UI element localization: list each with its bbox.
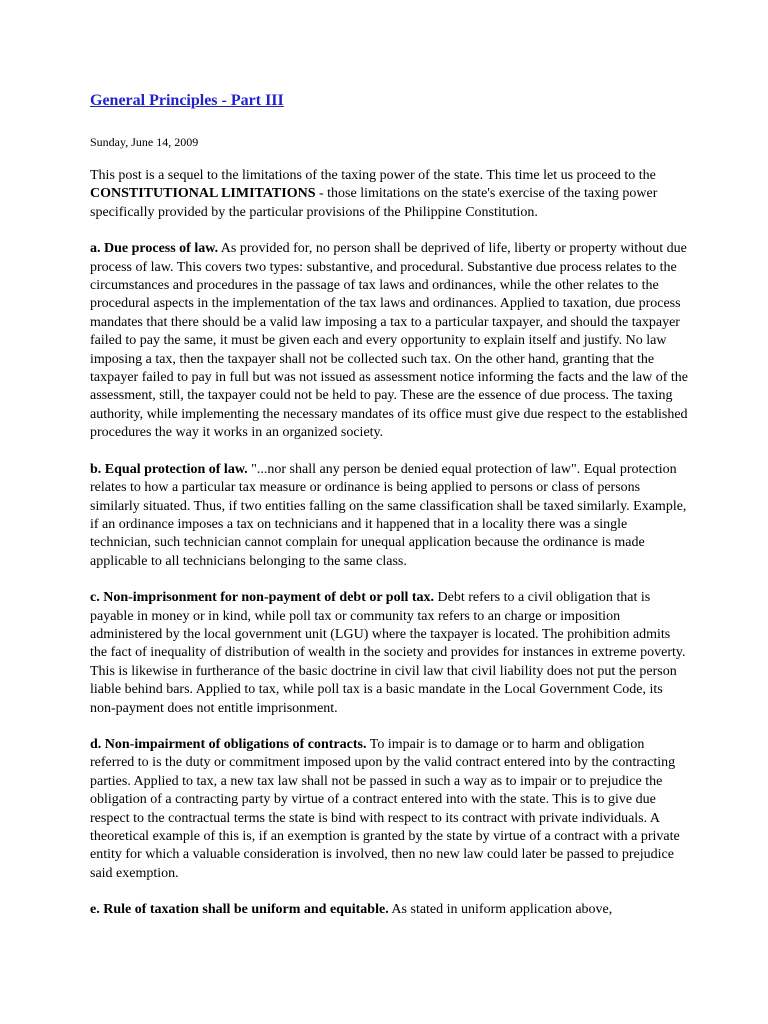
section-uniform-taxation [90,901,690,919]
section-body: As provided for, no person shall be deprived of life, liberty or property without due process of law. This covers two types: substantive, and procedural. Substantive due process relates to the circumstances and procedures in the passage of tax laws and ordinances, while the other relates to the procedural aspects in the implementation of the tax laws and ordinances. Applied to taxation, due process mandates that there should be a valid law imposing a tax to a particular taxpayer, and should the taxpayer failed to pay the same, it must be given each and every opportunity to explain itself and justify. No law imposing a tax, then the taxpayer shall not be collected such tax. On the other hand, granting that the taxpayer failed to pay in full but was not issued as assessment notice informing the facts and the law of the assessment, still, the taxpayer could not be held to pay. These are the essence of due process. The taxing authority, while implementing the necessary mandates of its office must give due respect to the established procedures the way it works in an organized society. [90,241,688,441]
intro-paragraph [90,167,690,222]
section-heading: d. Non-impairment of obligations of contracts. [90,736,367,752]
blog-post [90,90,690,934]
section-heading: e. Rule of taxation shall be uniform and equitable. [90,902,389,918]
section-body: As stated in uniform application above, [388,902,613,918]
intro-text-after: - those limitations on the state's exercise of the taxing power specifically provided by the particular provisions of the Philippine Constitution. [90,186,658,220]
section-body: To impair is to damage or to harm and obligation referred to is the duty or commitment imposed upon by the valid contract entered into by the contracting parties. Applied to tax, a new tax law shall not be passed in such a way as to impair or to prejudice the obligation of a contracting party by virtue of a contract entered into with the state. This is to give due respect to the contractual terms the state is bind with respect to its contract with private individuals. A theoretical example of this is, if an exemption is granted by the state by virtue of a contract with a private entity for which a valuable consideration is involved, then no new law could later be passed to prejudice said exemption. [90,736,680,881]
section-body: Debt refers to a civil obligation that is payable in money or in kind, while poll tax or community tax refers to an charge or imposition administered by the local government unit (LGU) where the taxpayer is located. The prohibition admits the fact of inequality of distribution of wealth in the society and provides for instances in extreme poverty. This is likewise in furtherance of the basic doctrine in civil law that civil liability does not put the person liable behind bars. Applied to tax, while poll tax is a basic mandate in the Local Government Code, its non-payment does not entitle imprisonment. [90,590,686,716]
section-equal-protection [90,461,690,571]
section-non-imprisonment [90,589,690,718]
section-non-impairment [90,736,690,883]
intro-text-before: This post is a sequel to the limitations of the taxing power of the state. This time let us proceed to the [90,168,656,183]
section-due-process [90,240,690,442]
post-date: Sunday, June 14, 2009 [90,135,199,149]
section-body: "...nor shall any person be denied equal protection of law". Equal protection relates to how a particular tax measure or ordinance is being applied to persons or class of persons similarly situated. Thus, if two entities falling on the same classification shall be taxed similarly. Example, if an ordinance imposes a tax on technicians and it happened that in a locality there was a single technician, such technician cannot complain for unequal application because the ordinance is made applicable to all technicians belonging to the same class. [90,461,687,569]
section-heading: b. Equal protection of law. [90,461,248,477]
intro-bold-term: CONSTITUTIONAL LIMITATIONS [90,186,316,202]
section-heading: a. Due process of law. [90,241,219,257]
section-heading: c. Non-imprisonment for non-payment of debt or poll tax. [90,590,435,606]
post-title-link[interactable]: General Principles - Part III [90,92,284,109]
